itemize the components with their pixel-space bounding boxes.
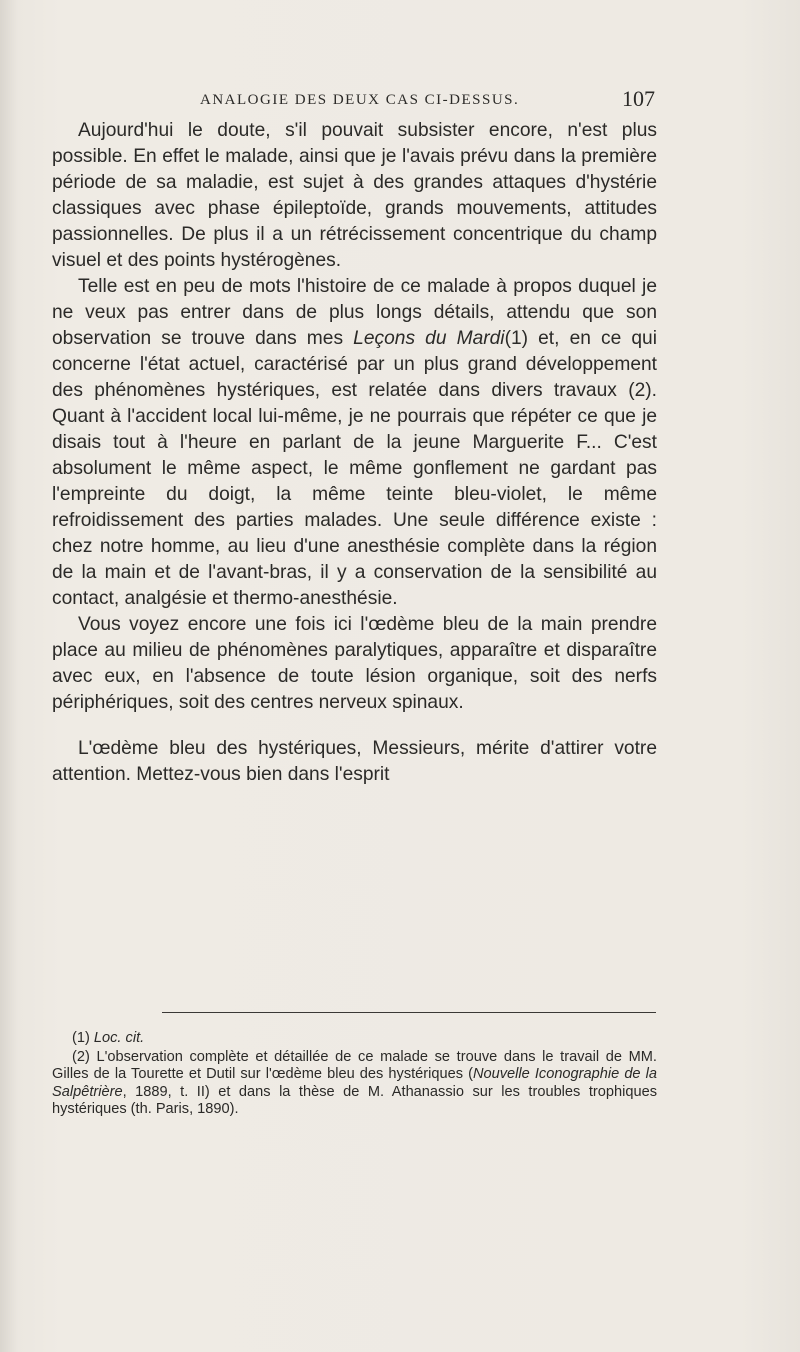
page-number: 107 [622,86,655,111]
running-title: ANALOGIE DES DEUX CAS CI-DESSUS. [200,92,520,108]
footnote-2-start: (2) L'observation complète et détaillée de ce malade se trouve dans le travail de MM. Gilles de la Tourette et Dutil sur l'œdème bleu des hystériques ( [52,1048,657,1082]
footnote-2 [52,1049,657,1119]
iconographie-title: Nouvelle Iconographie de la Salpêtrière [52,1066,657,1100]
footnotes [52,1030,657,1120]
paragraph-2-rest: (1) et, en ce qui concerne l'état actuel, caractérisé par un plus grand développement des phénomènes hystériques, est relatée dans divers travaux (2). Quant à l'accident local lui-même, je ne pourrais que répéter ce que je disais tout à l'heure en parlant de la jeune Marguerite F... C'est absolument le même aspect, le même gonflement ne gardant pas l'empreinte du doigt, la même teinte bleu-violet, le même refroidissement des parties malades. Une seule différence existe : chez notre homme, au lieu d'une anesthésie complète dans la région de la main et de l'avant-bras, il y a conservation de la sensibilité au contact, analgésie et thermo-anesthésie. [52,328,657,609]
paragraph-1: Aujourd'hui le doute, s'il pouvait subsister encore, n'est plus possible. En effet le malade, ainsi que je l'avais prévu dans la première période de sa maladie, est sujet à des grandes attaques d'hystérie classiques avec phase épileptoïde, grands mouvements, attitudes passionnelles. De plus il a un rétrécissement concentrique du champ visuel et des points hystérogènes. [52,120,657,271]
paragraph-2 [52,274,657,612]
footnote-1-text: Loc. cit. [93,1030,145,1046]
body-text [52,118,657,788]
paragraph-3: Vous voyez encore une fois ici l'œdème bleu de la main prendre place au milieu de phénomènes paralytiques, apparaître et disparaître avec eux, en l'absence de toute lésion organique, soit des nerfs périphériques, soit des centres nerveux spinaux. [52,614,657,713]
lecons-du-mardi-title: Leçons du Mardi [353,328,505,349]
paragraph-2-start: Telle est en peu de mots l'histoire de ce malade à propos duquel je ne veux pas entrer dans de plus longs détails, attendu que son observation se trouve dans mes [52,276,657,349]
footnote-divider [162,1012,656,1013]
footnote-2-rest: , 1889, t. II) et dans la thèse de M. Athanassio sur les troubles trophiques hystériques (th. Paris, 1890). [52,1083,657,1117]
paragraph-4: L'œdème bleu des hystériques, Messieurs, mérite d'attirer votre attention. Mettez-vous bien dans l'esprit [52,738,657,785]
footnote-1-marker: (1) [72,1030,94,1046]
footnote-1 [52,1030,657,1048]
